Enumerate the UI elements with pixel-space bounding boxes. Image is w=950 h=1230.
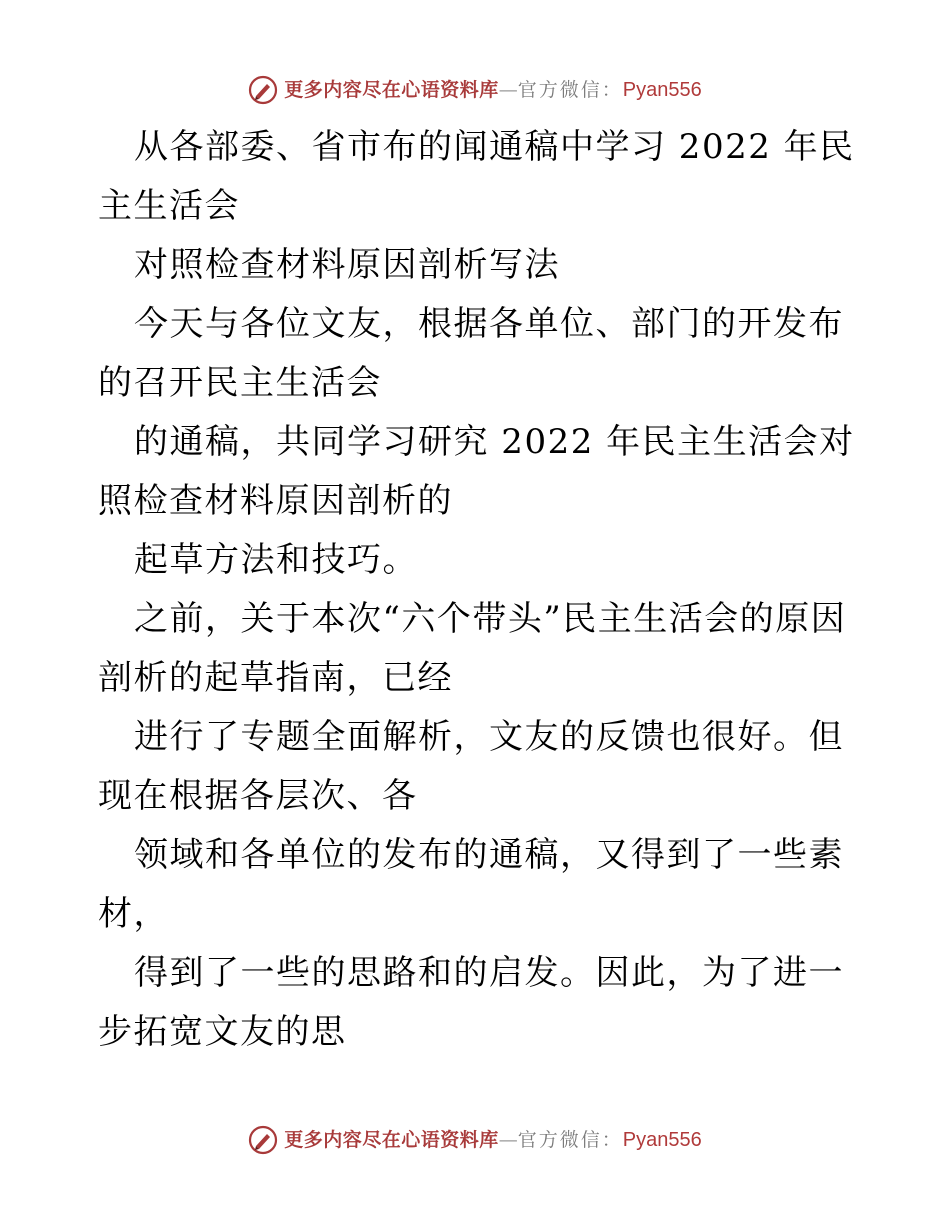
paragraph-9: 得到了一些的思路和的启发。因此，为了进一步拓宽文友的思 <box>98 953 844 1052</box>
paragraph-6: 之前，关于本次“六个带头”民主生活会的原因剖析的起草指南，已经 <box>98 599 847 698</box>
watermark-contact-label: 官方微信： <box>517 78 623 101</box>
paragraph-5: 起草方法和技巧。 <box>134 540 418 580</box>
watermark-site-name: 更多内容尽在心语资料库 <box>284 78 499 101</box>
watermark-contact-label: 官方微信： <box>517 1128 623 1151</box>
paragraph-8: 领域和各单位的发布的通稿，又得到了一些素材， <box>98 835 844 934</box>
header-watermark <box>0 72 950 108</box>
paragraph-4: 的通稿，共同学习研究 2022 年民主生活会对照检查材料原因剖析的 <box>98 422 855 521</box>
watermark-site-name: 更多内容尽在心语资料库 <box>284 1128 499 1151</box>
paragraph-1: 从各部委、省市布的闻通稿中学习 2022 年民主生活会 <box>98 127 855 226</box>
paragraph-3: 今天与各位文友，根据各单位、部门的开发布的召开民主生活会 <box>98 304 844 403</box>
pen-logo-icon <box>248 1125 278 1155</box>
watermark-separator: — <box>498 1128 518 1151</box>
document-body <box>98 118 856 1062</box>
paragraph-2: 对照检查材料原因剖析写法 <box>134 245 560 285</box>
watermark-separator: — <box>498 78 518 101</box>
pen-logo-icon <box>248 75 278 105</box>
watermark-contact-id: Pyan556 <box>622 79 702 101</box>
footer-watermark <box>0 1122 950 1158</box>
watermark-contact-id: Pyan556 <box>622 1129 702 1151</box>
paragraph-7: 进行了专题全面解析，文友的反馈也很好。但现在根据各层次、各 <box>98 717 844 816</box>
